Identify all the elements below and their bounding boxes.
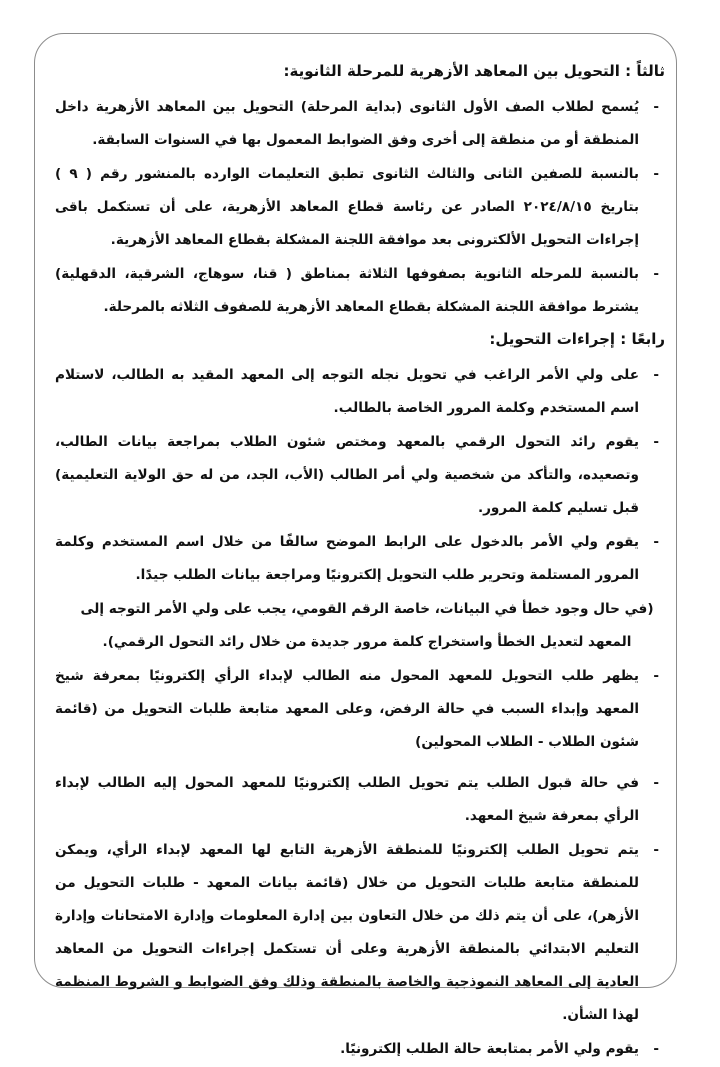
list-item-text: يقوم ولي الأمر بمتابعة حالة الطلب إلكترونيًا. [340, 1041, 639, 1057]
bullet-dash-icon: - [653, 434, 659, 450]
bullet-dash-icon: - [653, 99, 659, 115]
list-item [55, 834, 665, 1032]
list-item-text: يتم تحويل الطلب إلكترونيًا للمنطقة الأزهرية التابع لها المعهد لإبداء الرأي، ويمكن للمنطقة متابعة طلبات التحويل من خلال (قائمة بيانات المعهد - طلبات التحويل من الأزهر)، على أن يتم ذلك من خلال التعاون بين إدارة المعلومات وإدارة الامتحانات وإدارة التعليم الابتدائي بالمنطقة الأزهرية وعلى أن تستكمل إجراءات التحويل من المعاهد العادية إلى المعاهد النموذجية والخاصة بالمنطقة وذلك وفق الضوابط و الشروط المنظمة لهذا الشأن. [55, 842, 639, 1023]
data-error-note: (في حال وجود خطأ في البيانات، خاصة الرقم القومي، يجب على ولي الأمر التوجه إلى المعهد لتعديل الخطأ واستخراج كلمة مرور جديدة من خلال رائد التحول الرقمي). [80, 601, 654, 650]
list-item-text: يقوم رائد التحول الرقمي بالمعهد ومختص شئون الطلاب بمراجعة بيانات الطالب، وتصعيده، والتأكد من شخصية ولي أمر الطالب (الأب، الجد، من له حق الولاية التعليمية) قبل تسليم كلمة المرور. [55, 434, 639, 516]
bullet-dash-icon: - [653, 367, 659, 383]
bullet-dash-icon: - [653, 842, 659, 858]
list-item [55, 158, 665, 257]
document-content [55, 58, 665, 1067]
bullet-dash-icon: - [653, 166, 659, 182]
list-item-text: يُسمح لطلاب الصف الأول الثانوى (بداية المرحلة) التحويل بين المعاهد الأزهرية داخل المنطقة أو من منطقة إلى أخرى وفق الضوابط المعمول بها في السنوات السابقة. [55, 99, 639, 148]
list-item [55, 359, 665, 425]
list-item-text: بالنسبة للصفين الثانى والثالث الثانوى تطبق التعليمات الوارده بالمنشور رقم ( ٩ ) بتاريخ ٢٠٢٤/٨/١٥ الصادر عن رئاسة قطاع المعاهد الأزهرية، على أن تستكمل باقى إجراءات التحويل الألكترونى بعد موافقة اللجنة المشكلة بقطاع المعاهد الأزهرية. [55, 166, 640, 248]
list-item [55, 767, 665, 833]
section-three-heading: ثالثاً : التحويل بين المعاهد الأزهرية للمرحلة الثانوية: [283, 62, 665, 80]
list-item [55, 1033, 665, 1066]
list-item [55, 526, 665, 592]
list-item-text: يظهر طلب التحويل للمعهد المحول منه الطالب لإبداء الرأي إلكترونيًا بمعرفة شيخ المعهد وإبداء السبب في حالة الرفض، وعلى المعهد متابعة طلبات التحويل من (قائمة شئون الطلاب - الطلاب المحولين) [55, 668, 639, 750]
bullet-dash-icon: - [653, 1041, 659, 1057]
list-item [55, 258, 665, 324]
list-item-text: بالنسبة للمرحله الثانوية بصفوفها الثلاثة بمناطق ( قنا، سوهاج، الشرقية، الدقهلية) يشترط موافقة اللجنة المشكلة بقطاع المعاهد الأزهرية للصفوف الثلاثه بالمرحلة. [55, 266, 639, 315]
list-item [55, 660, 665, 759]
list-item [55, 91, 665, 157]
list-item-text: في حالة قبول الطلب يتم تحويل الطلب إلكترونيًا للمعهد المحول إليه الطالب لإبداء الرأي بمعرفة شيخ المعهد. [55, 775, 639, 824]
list-item-text: على ولي الأمر الراغب في تحويل نجله التوجه إلى المعهد المقيد به الطالب، لاستلام اسم المستخدم وكلمة المرور الخاصة بالطالب. [55, 367, 639, 416]
list-item [55, 426, 665, 525]
bullet-dash-icon: - [653, 775, 659, 791]
section-four-heading: رابعًا : إجراءات التحويل: [489, 330, 665, 348]
list-item-text: يقوم ولي الأمر بالدخول على الرابط الموضح سالفًا من خلال اسم المستخدم وكلمة المرور المستلمة وتحرير طلب التحويل إلكترونيًا ومراجعة بيانات الطلب جيدًا. [55, 534, 639, 583]
bullet-dash-icon: - [653, 534, 659, 550]
bullet-dash-icon: - [653, 668, 659, 684]
bullet-dash-icon: - [653, 266, 659, 282]
